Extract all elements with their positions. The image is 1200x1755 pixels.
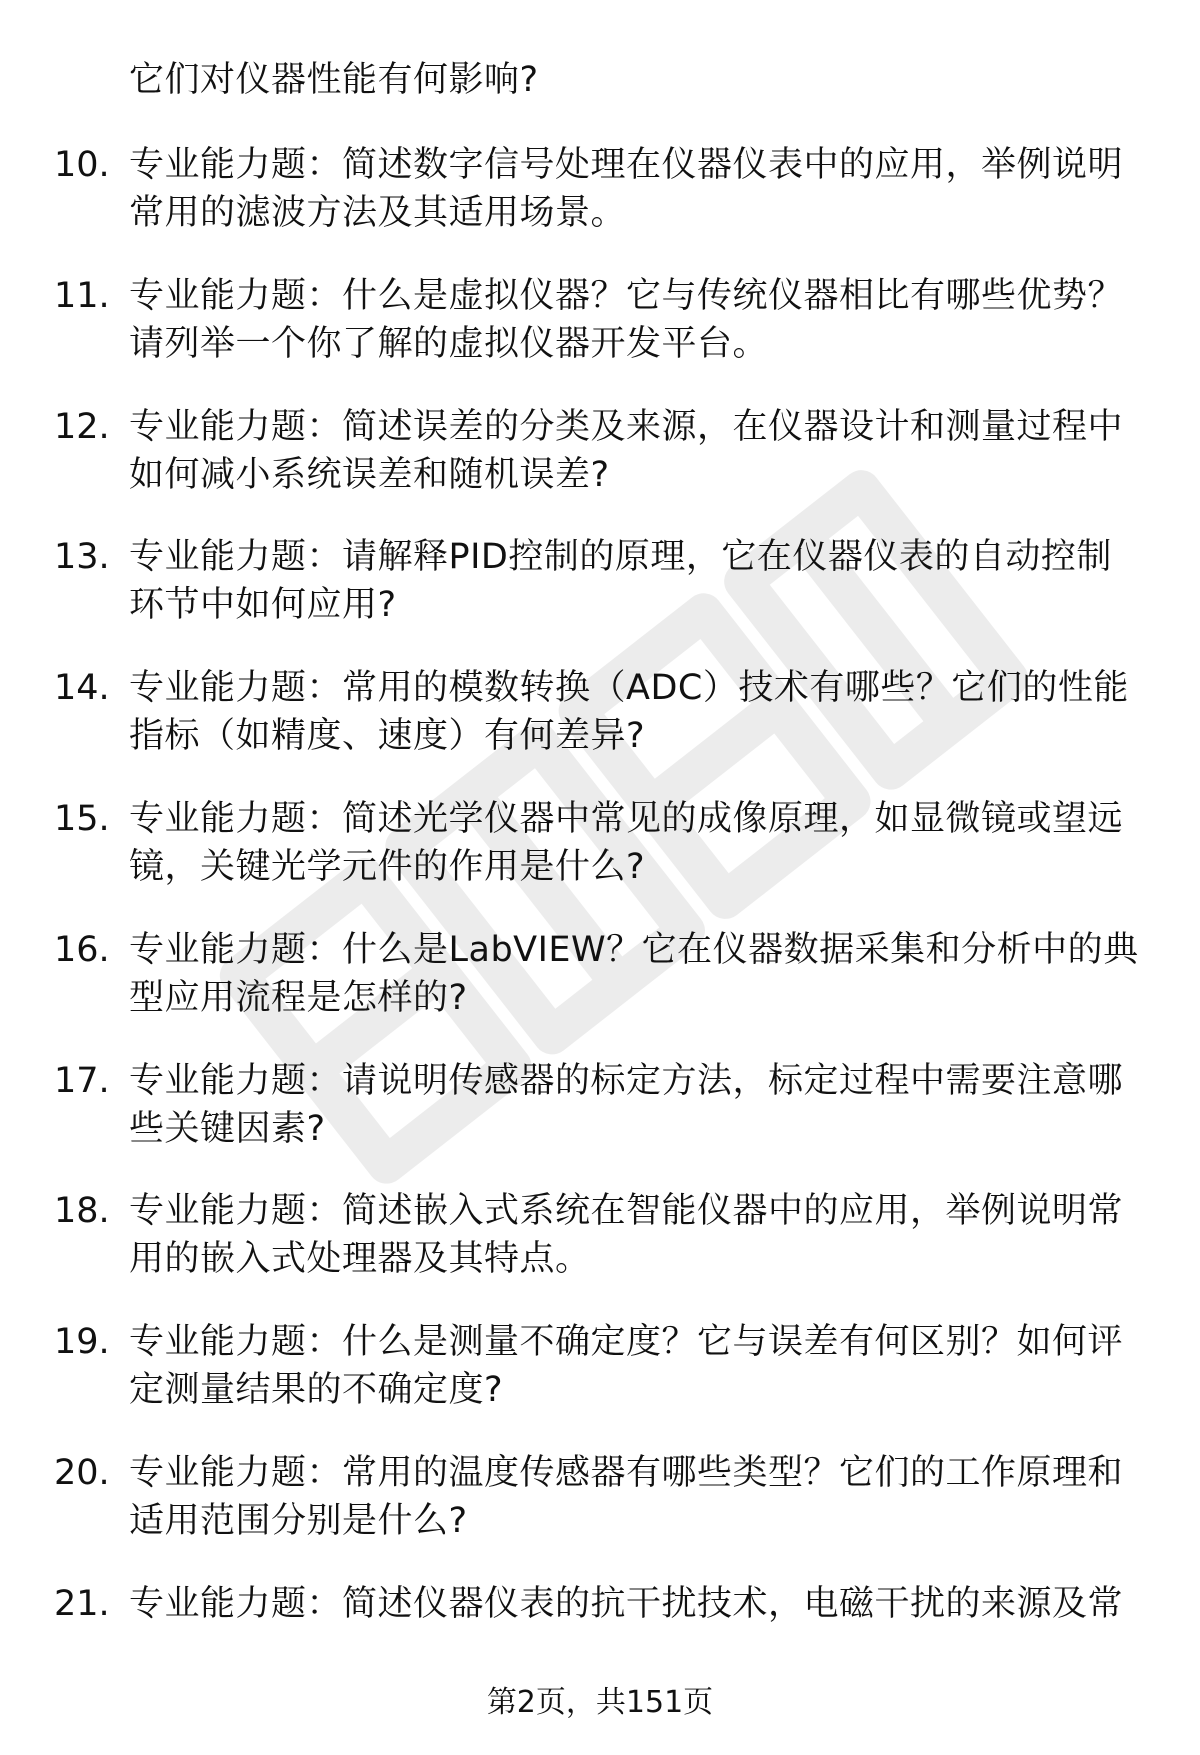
question-number: 19. (54, 1322, 110, 1363)
question-number: 13. (54, 537, 110, 578)
question-text: 专业能力题：什么是测量不确定度？它与误差有何区别？如何评定测量结果的不确定度? (129, 1322, 1124, 1411)
question-number: 18. (54, 1191, 110, 1232)
question-text: 专业能力题：常用的模数转换（ADC）技术有哪些？它们的性能指标（如精度、速度）有何差异? (129, 668, 1129, 757)
question-item (0, 1183, 1200, 1314)
question-item (0, 1314, 1200, 1445)
question-text: 专业能力题：简述嵌入式系统在智能仪器中的应用，举例说明常用的嵌入式处理器及其特点。 (129, 1191, 1124, 1280)
question-list (0, 137, 1200, 1707)
page-footer: 第2页，共151页 (486, 1685, 714, 1720)
question-item (0, 1053, 1200, 1184)
continued-question-text: 它们对仪器性能有何影响? (129, 60, 539, 100)
question-text: 专业能力题：常用的温度传感器有哪些类型？它们的工作原理和适用范围分别是什么? (129, 1452, 1124, 1541)
question-item (0, 137, 1200, 268)
question-text: 专业能力题：请说明传感器的标定方法，标定过程中需要注意哪些关键因素? (129, 1060, 1124, 1149)
question-item (0, 268, 1200, 399)
question-number: 16. (54, 929, 110, 970)
question-text: 专业能力题：简述误差的分类及来源，在仪器设计和测量过程中如何减小系统误差和随机误差? (129, 406, 1124, 495)
question-number: 17. (54, 1060, 110, 1101)
question-number: 10. (54, 145, 110, 185)
question-text: 专业能力题：简述数字信号处理在仪器仪表中的应用，举例说明常用的滤波方法及其适用场景。 (129, 145, 1124, 233)
question-number: 20. (54, 1452, 110, 1493)
question-item (0, 660, 1200, 791)
question-item (0, 791, 1200, 922)
question-text: 专业能力题：什么是虚拟仪器？它与传统仪器相比有哪些优势？请列举一个你了解的虚拟仪器开发平台。 (129, 275, 1124, 364)
question-text: 专业能力题：简述光学仪器中常见的成像原理，如显微镜或望远镜，关键光学元件的作用是什么? (129, 798, 1124, 887)
question-number: 14. (54, 668, 110, 709)
question-item (0, 399, 1200, 530)
question-item (0, 922, 1200, 1053)
question-item (0, 1445, 1200, 1576)
question-number: 12. (54, 406, 110, 447)
question-item (0, 529, 1200, 660)
question-number: 21. (54, 1583, 110, 1624)
question-text: 专业能力题：简述仪器仪表的抗干扰技术，电磁干扰的来源及常 (129, 1583, 1124, 1624)
question-number: 15. (54, 798, 110, 839)
question-number: 11. (54, 275, 110, 316)
question-text: 专业能力题：什么是LabVIEW？它在仪器数据采集和分析中的典型应用流程是怎样的? (129, 929, 1139, 1018)
question-text: 专业能力题：请解释PID控制的原理，它在仪器仪表的自动控制环节中如何应用? (129, 537, 1112, 626)
